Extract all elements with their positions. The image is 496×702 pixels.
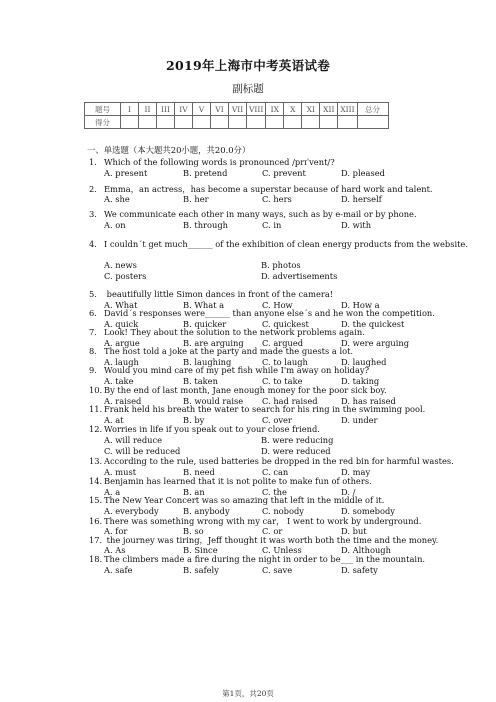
answer-option[interactable]: A. argue [104, 338, 140, 348]
answer-option[interactable]: B. safely [183, 565, 219, 575]
score-col-5: V [193, 103, 211, 116]
question-number: 14. [89, 476, 103, 486]
question-stem [89, 424, 320, 434]
answer-option[interactable]: C. to take [262, 376, 303, 386]
answer-option[interactable]: A. everybody [104, 506, 159, 516]
answer-option[interactable]: A. quick [104, 319, 139, 329]
question-stem [89, 289, 333, 299]
question-stem [89, 209, 417, 219]
question-text: Would you mind care of my pet fish while I'm away on holiday? [104, 365, 370, 375]
question-text: There was something wrong with my car， I went to work by underground. [104, 516, 422, 526]
question-stem [89, 239, 468, 249]
answer-option[interactable]: D. with [341, 220, 372, 230]
question-number: 16. [89, 516, 103, 526]
answer-option[interactable]: D. somebody [341, 506, 395, 516]
question-stem [89, 404, 425, 414]
answer-option[interactable]: D. safety [341, 565, 378, 575]
answer-option[interactable]: D. has raised [341, 396, 396, 406]
score-col-13: XIII [338, 103, 357, 116]
answer-option[interactable]: C. posters [104, 271, 147, 281]
answer-option[interactable]: A. safe [104, 565, 133, 575]
answer-option[interactable]: C. the [262, 487, 287, 497]
score-table-row1-label: 题号 [85, 103, 121, 116]
score-table [84, 102, 389, 129]
answer-option[interactable]: D. were reduced [261, 446, 331, 456]
answer-option[interactable]: C. save [262, 565, 293, 575]
question-text: Emma，an actress，has become a superstar because of hard work and talent. [104, 184, 433, 194]
answer-option[interactable]: A. take [104, 376, 134, 386]
answer-option[interactable]: B. would raise [183, 396, 244, 406]
answer-option[interactable]: C. or [262, 526, 283, 536]
answer-option[interactable]: D. How a [341, 300, 380, 310]
question-text: According to the rule, used batteries be dropped in the red bin for harmful wastes. [104, 456, 454, 466]
option-row [104, 271, 418, 281]
score-cell[interactable] [284, 116, 302, 129]
answer-option[interactable]: D. advertisements [261, 271, 338, 281]
section-heading: 一、单选题（本大题共20小题，共20.0分） [87, 145, 251, 155]
answer-option[interactable]: B. an [183, 487, 205, 497]
score-col-total: 总分 [357, 103, 388, 116]
score-cell[interactable] [229, 116, 247, 129]
score-cell[interactable] [139, 116, 157, 129]
answer-option[interactable]: C. in [262, 220, 282, 230]
score-col-7: VII [229, 103, 247, 116]
exam-subtitle: 副标题 [232, 83, 264, 95]
question-stem [89, 495, 384, 505]
question-number: 13. [89, 456, 103, 466]
answer-option[interactable]: A. must [104, 467, 137, 477]
answer-option[interactable]: C. Unless [262, 545, 302, 555]
option-row [104, 435, 418, 445]
score-col-8: VIII [247, 103, 266, 116]
score-col-1: I [121, 103, 139, 116]
answer-option[interactable]: D. laughed [341, 357, 387, 367]
question-text: David´s responses were______ than anyone else´s and he won the competition. [104, 308, 435, 318]
question-text: The climbers made a fire during the night in order to be___ in the mountain. [104, 554, 426, 564]
answer-option[interactable]: C. argued [262, 338, 304, 348]
question-number: 7. [89, 327, 97, 337]
question-text: The host told a joke at the party and made the guests a lot. [104, 346, 354, 356]
question-stem [89, 456, 454, 466]
question-text: By the end of last month, Jane enough money for the poor sick boy. [104, 385, 387, 395]
answer-option[interactable]: A. raised [104, 396, 142, 406]
answer-option[interactable]: D. may [341, 467, 371, 477]
answer-option[interactable]: D. were arguing [341, 338, 410, 348]
question-text: beautifully little Simon dances in front of the camera! [104, 289, 334, 299]
answer-option[interactable]: B. so [183, 526, 204, 536]
question-text: Look! They about the solution to the network problems again. [104, 327, 365, 337]
score-table-score-row [85, 116, 389, 129]
answer-option[interactable]: D. but [341, 526, 367, 536]
score-col-4: IV [175, 103, 193, 116]
answer-option[interactable]: D. under [341, 415, 378, 425]
score-col-6: VI [211, 103, 229, 116]
question-text: I couldn´t get much______ of the exhibition of clean energy products from the website. [104, 239, 468, 249]
score-cell-total[interactable] [357, 116, 388, 129]
question-stem [89, 476, 372, 486]
score-table-header-row [85, 103, 389, 116]
answer-option[interactable]: D. herself [341, 194, 382, 204]
answer-option[interactable]: B. taken [183, 376, 218, 386]
question-stem [89, 157, 335, 167]
answer-option[interactable]: A. will reduce [104, 435, 163, 445]
answer-option[interactable]: B. are arguing [183, 338, 244, 348]
question-text: We communicate each other in many ways, such as by e-mail or by phone. [104, 209, 417, 219]
answer-option[interactable]: D. / [341, 487, 356, 497]
answer-option[interactable]: A. on [104, 220, 126, 230]
question-text: the journey was tiring，Jeff thought it was worth both the time and the money. [104, 535, 439, 545]
question-number: 5. [89, 289, 97, 299]
question-stem [89, 365, 369, 375]
answer-option[interactable]: A. for [104, 526, 128, 536]
answer-option[interactable]: C. hers [262, 194, 292, 204]
question-number: 11. [89, 404, 103, 414]
answer-option[interactable]: A. What [104, 300, 138, 310]
question-number: 17. [89, 535, 103, 545]
question-stem [89, 554, 425, 564]
answer-option[interactable]: C. How [262, 300, 293, 310]
answer-option[interactable]: B. photos [261, 260, 301, 270]
option-row [104, 194, 420, 204]
question-number: 12. [89, 424, 103, 434]
answer-option[interactable]: A. a [104, 487, 121, 497]
answer-option[interactable]: B. need [183, 467, 215, 477]
score-cell[interactable] [211, 116, 229, 129]
question-stem [89, 346, 353, 356]
answer-option[interactable]: B. quicker [183, 319, 227, 329]
question-stem [89, 308, 435, 318]
question-number: 9. [89, 365, 97, 375]
answer-option[interactable]: B. through [183, 220, 229, 230]
answer-option[interactable]: B. were reducing [261, 435, 334, 445]
answer-option[interactable]: B. Since [183, 545, 218, 555]
answer-option[interactable]: D. Although [341, 545, 391, 555]
answer-option[interactable]: A. As [104, 545, 126, 555]
question-number: 18. [89, 554, 103, 564]
answer-option[interactable]: D. the quickest [341, 319, 405, 329]
option-row [104, 220, 420, 230]
question-text: Benjamin has learned that it is not polite to make fun of others. [104, 476, 372, 486]
question-text: The New Year Concert was so amazing that left in the middle of it. [104, 495, 385, 505]
option-row [104, 260, 418, 270]
question-number: 15. [89, 495, 103, 505]
answer-option[interactable]: A. news [104, 260, 137, 270]
question-number: 3. [89, 209, 97, 219]
score-cell[interactable] [175, 116, 193, 129]
question-number: 2. [89, 184, 97, 194]
answer-option[interactable]: B. laughing [183, 357, 232, 367]
answer-option[interactable]: A. she [104, 194, 130, 204]
answer-option[interactable]: C. prevent [262, 168, 306, 178]
option-row [104, 565, 420, 575]
score-cell[interactable] [338, 116, 357, 129]
answer-option[interactable]: A. at [104, 415, 124, 425]
answer-option[interactable]: D. pleased [341, 168, 385, 178]
question-number: 10. [89, 385, 103, 395]
answer-option[interactable]: A. present [104, 168, 148, 178]
score-cell[interactable] [121, 116, 139, 129]
question-text: Which of the following words is pronounced /prɪˈvent/? [104, 157, 335, 167]
question-number: 4. [89, 239, 97, 249]
score-col-2: II [139, 103, 157, 116]
score-col-11: XI [302, 103, 320, 116]
option-row [104, 446, 418, 456]
question-stem [89, 327, 365, 337]
answer-option[interactable]: B. anybody [183, 506, 230, 516]
question-number: 1. [89, 157, 97, 167]
answer-option[interactable]: B. by [183, 415, 205, 425]
question-text: Frank held his breath the water to search for his ring in the swimming pool. [104, 404, 426, 414]
answer-option[interactable]: A. laugh [104, 357, 139, 367]
option-row [104, 168, 420, 178]
score-cell[interactable] [302, 116, 320, 129]
question-text: Worries in life if you speak out to your close friend. [104, 424, 320, 434]
score-cell[interactable] [157, 116, 175, 129]
question-number: 8. [89, 346, 97, 356]
answer-option[interactable]: D. taking [341, 376, 380, 386]
score-cell[interactable] [266, 116, 284, 129]
answer-option[interactable]: C. had raised [262, 396, 318, 406]
score-cell[interactable] [247, 116, 266, 129]
exam-title: 2019年上海市中考英语试卷 [166, 58, 330, 73]
score-col-3: III [157, 103, 175, 116]
score-cell[interactable] [193, 116, 211, 129]
answer-option[interactable]: C. will be reduced [104, 446, 181, 456]
answer-option[interactable]: B. What a [183, 300, 225, 310]
score-col-12: XII [320, 103, 338, 116]
page-footer: 第1页，共20页 [222, 689, 274, 698]
answer-option[interactable]: C. to laugh [262, 357, 308, 367]
score-table-row2-label: 得分 [85, 116, 121, 129]
answer-option[interactable]: C. quickest [262, 319, 309, 329]
answer-option[interactable]: C. nobody [262, 506, 304, 516]
answer-option[interactable]: C. over [262, 415, 292, 425]
score-col-10: X [284, 103, 302, 116]
score-cell[interactable] [320, 116, 338, 129]
question-stem [89, 385, 387, 395]
answer-option[interactable]: C. can [262, 467, 289, 477]
answer-option[interactable]: B. her [183, 194, 209, 204]
score-col-9: IX [266, 103, 284, 116]
question-number: 6. [89, 308, 97, 318]
answer-option[interactable]: B. pretend [183, 168, 228, 178]
